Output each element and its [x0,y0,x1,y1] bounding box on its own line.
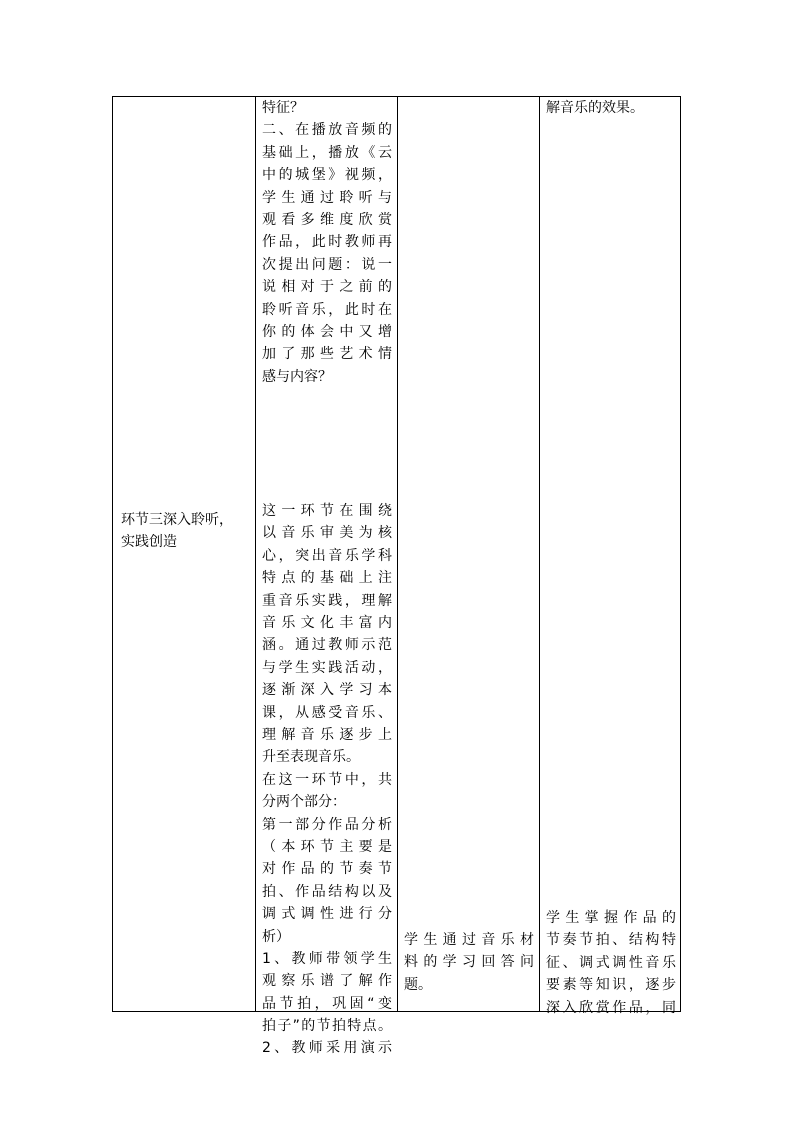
stage-title-line: 环节三深入聆听， [121,512,233,528]
process-line: 中的城堡》视频， [262,167,392,184]
design-intent-cell-top [546,97,676,119]
intent-line: 解音乐的效果。 [546,100,644,116]
process-line: 与学生实践活动， [262,659,392,676]
process-line: 重音乐实践，理解 [262,592,392,609]
design-intent-cell-bottom [546,907,676,1019]
process-line: 观察乐谱了解作 [262,973,392,990]
column-divider-3 [539,97,540,1011]
process-line: 拍子”的节拍特点。 [262,1018,392,1035]
intent-line: 征、调式调性音乐 [546,954,676,971]
process-line: 作品，此时教师再 [262,234,392,251]
process-line: 学生通过聆听与 [262,189,392,206]
process-line: 1、教师带领学生 [262,950,392,967]
process-line: （本环节主要是 [262,838,392,855]
activity-line: 料的学习回答问 [404,954,534,971]
process-line: 说相对于之前的 [262,279,392,296]
process-line: 涵。通过教师示范 [262,637,392,654]
intent-line: 学生掌握作品的 [546,910,676,926]
process-line: 逐渐深入学习本 [262,682,392,699]
process-line: 二、在播放音频的 [262,122,392,139]
process-line: 心，突出音乐学科 [262,547,392,564]
stage-title-cell [121,509,249,554]
process-line: 特点的基础上注 [262,570,392,587]
process-line: 在这一环节中，共 [262,771,392,788]
intent-line: 节奏节拍、结构特 [546,932,676,949]
student-activity-cell [404,929,534,996]
process-line: 品节拍，巩固“变 [262,995,392,1012]
process-line: 音乐文化丰富内 [262,615,392,632]
process-line: 你的体会中又增 [262,323,392,340]
process-line: 对作品的节奏节 [262,861,392,878]
process-line: 第一部分作品分析 [262,816,392,833]
process-line: 基础上，播放《云 [262,144,392,161]
process-line: 析） [262,928,290,945]
process-line: 课，从感受音乐、 [262,704,392,721]
blank-space [262,388,392,500]
process-line: 拍、作品结构以及 [262,883,392,900]
activity-line: 题。 [404,976,432,993]
process-line: 分两个部分： [262,794,346,811]
process-line: 理解音乐逐步上 [262,726,392,743]
process-line: 调式调性进行分 [262,906,392,923]
lesson-plan-table [112,96,681,1057]
intent-line: 深入欣赏作品，同 [546,999,676,1016]
process-line: 感与内容？ [262,368,332,385]
process-line: 这一环节在围绕 [262,503,392,520]
teaching-process-cell [262,97,392,1060]
process-line: 以音乐审美为核 [262,525,392,542]
activity-line: 学生通过音乐材 [404,932,534,948]
process-line: 升至表现音乐。 [262,749,360,766]
process-line: 观看多维度欣赏 [262,211,392,228]
process-line: 2、教师采用演示 [262,1040,392,1057]
intent-line: 要素等知识，逐步 [546,977,676,994]
process-line: 聆听音乐，此时在 [262,301,392,318]
column-divider-1 [255,97,256,1011]
stage-title-line: 实践创造 [121,534,177,551]
process-line: 次提出问题：说一 [262,256,392,273]
process-line: 特征？ [262,100,304,116]
column-divider-2 [397,97,398,1011]
process-line: 加了那些艺术情 [262,346,392,363]
